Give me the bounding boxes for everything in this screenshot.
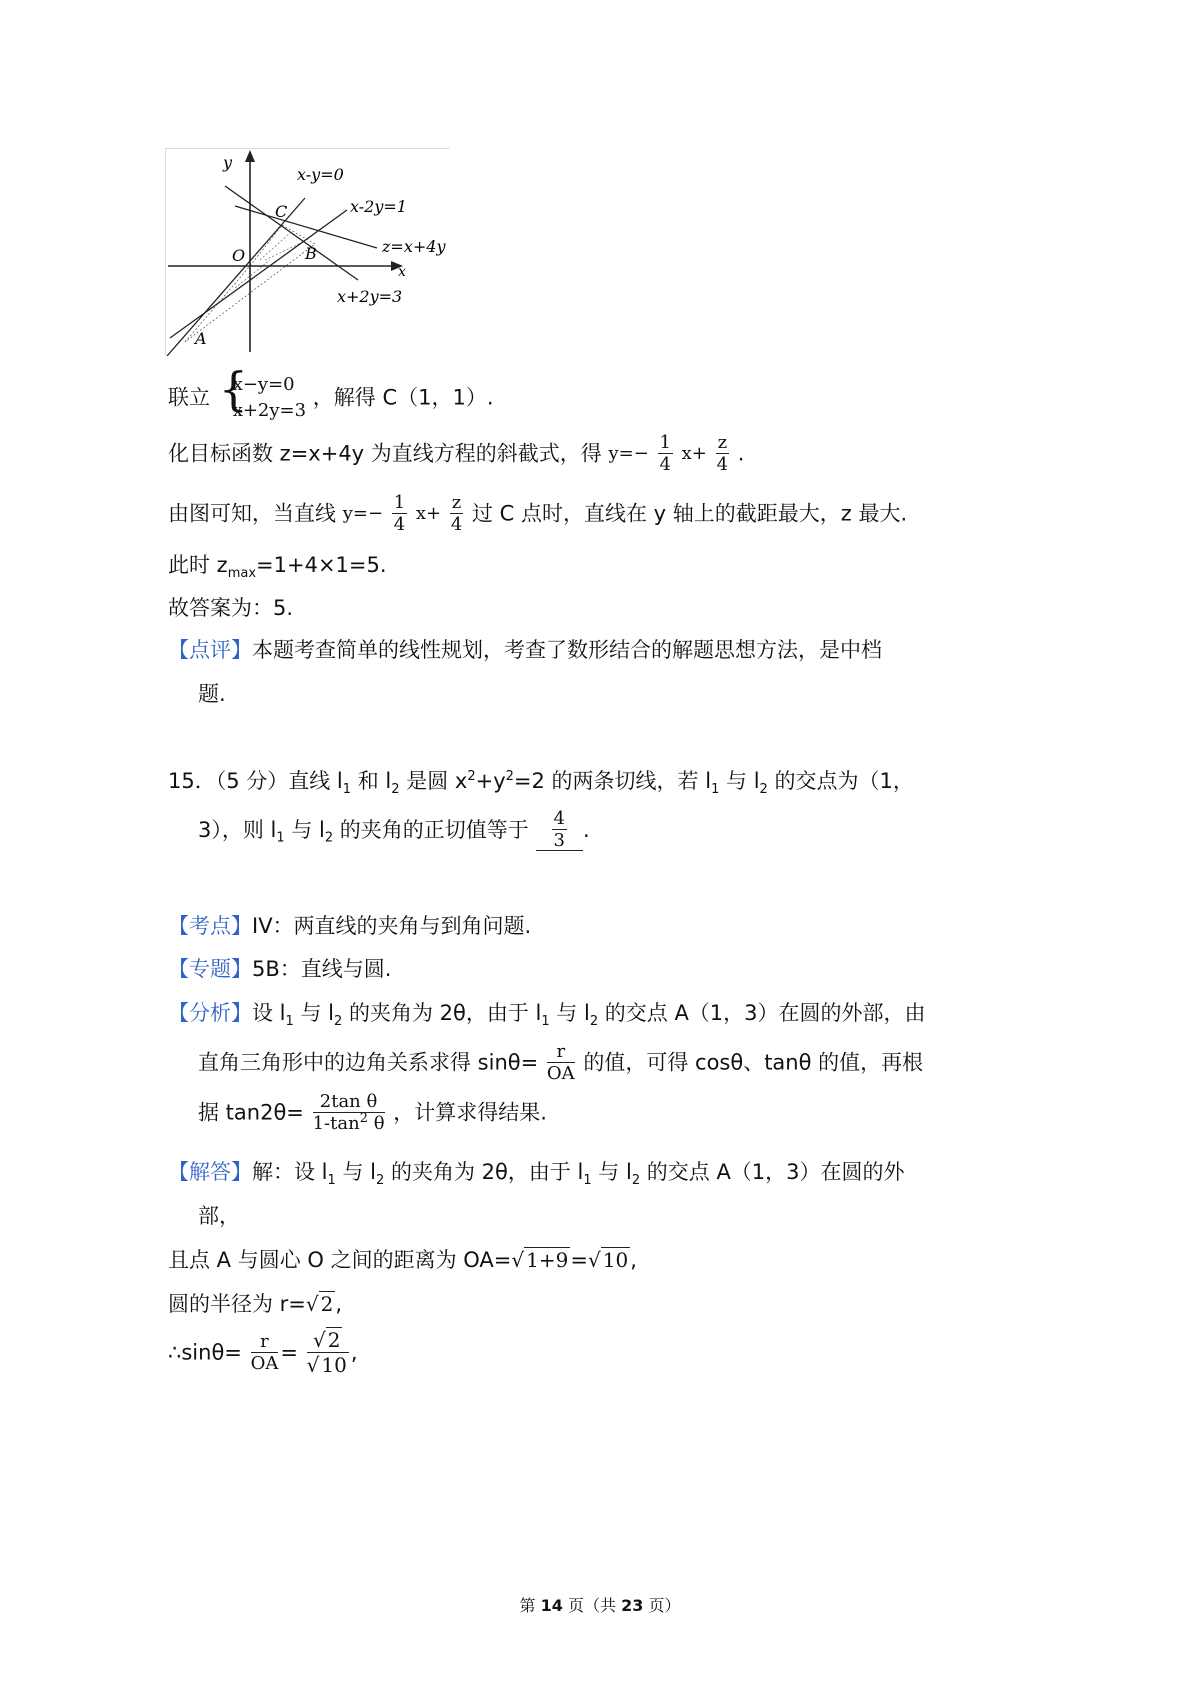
jieda-line-3 xyxy=(168,1250,637,1271)
jieda-text: ∴sinθ= xyxy=(168,1340,242,1365)
q15-sub: 2 xyxy=(759,782,768,798)
label-x-minus-2y: x-2y=1 xyxy=(350,197,407,216)
frac-num: 1 xyxy=(393,492,406,513)
q15-text: 的交点为（1， xyxy=(767,769,914,793)
slope-intercept-line xyxy=(168,434,744,474)
frac-den xyxy=(313,1113,385,1133)
fenxi-sub: 2 xyxy=(589,1014,599,1030)
fenxi-text: 直角三角形中的边角关系求得 sinθ= xyxy=(198,1050,539,1075)
fenxi-text: 的交点 A（1，3）在圆的外部，由 xyxy=(598,1001,926,1025)
point-b: B xyxy=(305,244,317,263)
frac-num: z xyxy=(451,492,462,513)
jieda-text: 的交点 A（1，3）在圆的外 xyxy=(640,1160,905,1184)
q15-text: 15．（5 分）直线 l xyxy=(168,769,343,793)
den-part: 1-tan xyxy=(312,1113,360,1134)
radicand: 2 xyxy=(327,1328,341,1352)
equals: = xyxy=(570,1248,588,1272)
q15-sub: 1 xyxy=(711,782,720,798)
jieda-text: 与 l xyxy=(591,1160,632,1184)
answer-text: 故答案为：5. xyxy=(168,596,294,620)
jieda-text: 部， xyxy=(198,1204,240,1228)
fraction-z-4 xyxy=(450,494,463,534)
sqrt-2: √ 2 xyxy=(313,1328,341,1352)
radicand: 10 xyxy=(321,1353,347,1377)
jieda-sub: 1 xyxy=(327,1173,336,1189)
slope-x: x+ xyxy=(681,443,707,464)
jieda-line-4 xyxy=(168,1294,342,1315)
label-x-plus-2y: x+2y=3 xyxy=(337,287,403,306)
q15-text: 3），则 l xyxy=(198,818,277,842)
jieda-line-2 xyxy=(198,1206,240,1227)
frac-den: 4 xyxy=(450,514,463,535)
zmax-pre: 此时 z xyxy=(168,553,228,577)
q15-end: . xyxy=(582,818,590,842)
fraction-sqrt2-sqrt10 xyxy=(307,1330,349,1376)
den-part: θ xyxy=(367,1113,385,1134)
jieda-sub: 2 xyxy=(631,1173,641,1189)
fenxi-text: ，计算求得结果. xyxy=(393,1100,547,1125)
zhuanti-line xyxy=(168,959,391,980)
zmax-post: =1+4×1=5. xyxy=(256,553,387,577)
q15-sup: 2 xyxy=(467,769,476,784)
q15-sub: 2 xyxy=(324,830,334,846)
frac-num: z xyxy=(717,432,728,453)
point-o: O xyxy=(232,246,246,265)
footer-text: 页） xyxy=(643,1596,681,1615)
frac-den: 4 xyxy=(393,514,406,535)
q15-sub: 1 xyxy=(342,782,352,798)
slope-end: . xyxy=(737,441,745,466)
jieda-end: , xyxy=(630,1248,637,1272)
review-tag: 【点评】 xyxy=(168,638,252,662)
sqrt-10: √ 10 xyxy=(587,1248,629,1272)
kaodian-tag: 【考点】 xyxy=(168,914,252,938)
kaodian-line xyxy=(168,916,531,937)
frac-num: r xyxy=(547,1043,575,1063)
system-eq1: x−y=0 xyxy=(232,374,295,395)
fraction-z-4 xyxy=(716,434,729,474)
jieda-text: 且点 A 与圆心 O 之间的距离为 OA= xyxy=(168,1248,512,1272)
slope-neg: − xyxy=(633,443,649,464)
system-result: ，解得 C（1，1）. xyxy=(312,385,494,410)
q15-text: 是圆 x xyxy=(399,769,468,793)
equation-system: { x−y=0 x+2y=3 xyxy=(219,372,306,424)
fenxi-sub: 1 xyxy=(541,1014,550,1030)
page-footer xyxy=(0,1593,1200,1616)
sqrt-1-plus-9: √ 1+9 xyxy=(511,1248,569,1272)
frac-den: OA xyxy=(250,1353,279,1374)
frac-den: 3 xyxy=(553,830,565,851)
fenxi-text: 与 l xyxy=(549,1001,590,1025)
label-z: z=x+4y xyxy=(382,237,446,256)
q15-text: =2 的两条切线，若 l xyxy=(513,769,712,793)
fenxi-tag: 【分析】 xyxy=(168,1001,252,1025)
kaodian-text: IV：两直线的夹角与到角问题. xyxy=(252,914,532,938)
footer-text: 第 xyxy=(519,1596,541,1615)
fraction-tan2 xyxy=(313,1093,385,1133)
q15-text: 与 l xyxy=(719,769,760,793)
fenxi-text: 设 l xyxy=(252,1001,286,1025)
jieda-text: 与 l xyxy=(335,1160,376,1184)
radicand: 10 xyxy=(602,1248,629,1272)
zmax-line xyxy=(168,553,387,582)
fenxi-text: 的值，可得 cosθ、tanθ 的值，再根 xyxy=(583,1050,924,1075)
radicand: 2 xyxy=(320,1292,334,1316)
jieda-text: 解：设 l xyxy=(252,1160,328,1184)
system-eq2: x+2y=3 xyxy=(232,400,307,422)
fenxi-line-3 xyxy=(198,1093,547,1133)
observation-y: y= xyxy=(342,503,368,524)
slope-y: y= xyxy=(608,443,634,464)
jieda-text: 的夹角为 2θ，由于 l xyxy=(384,1160,584,1184)
den-sup: 2 xyxy=(359,1111,368,1126)
fenxi-text: 据 tan2θ= xyxy=(198,1100,304,1125)
jieda-line-5 xyxy=(168,1330,358,1376)
figure-axis-y: y xyxy=(223,153,233,172)
q15-text: 的夹角的正切值等于 xyxy=(333,818,529,842)
jieda-text: 圆的半径为 r= xyxy=(168,1292,306,1316)
question-15-line-2 xyxy=(198,810,590,851)
radicand: 1+9 xyxy=(526,1248,569,1272)
fenxi-sub: 1 xyxy=(285,1014,294,1030)
fraction-1-4 xyxy=(392,494,407,534)
fenxi-line-2 xyxy=(198,1043,923,1083)
q15-text: 与 l xyxy=(284,818,325,842)
figure-axis-x: x xyxy=(398,264,406,280)
observation-pre: 由图可知，当直线 xyxy=(168,501,336,526)
jieda-sub: 1 xyxy=(583,1173,592,1189)
page-number: 14 xyxy=(540,1596,563,1615)
frac-den: 4 xyxy=(716,454,729,475)
frac-num: 1 xyxy=(659,432,671,453)
q15-sub: 1 xyxy=(276,830,285,846)
frac-den: OA xyxy=(546,1063,575,1084)
graph-observation-line xyxy=(168,494,907,534)
zmax-sub: max xyxy=(227,566,257,582)
frac-num: 2tan θ xyxy=(313,1093,385,1113)
total-pages: 23 xyxy=(621,1596,644,1615)
fraction-1-4 xyxy=(658,434,673,474)
sqrt-2: √ 2 xyxy=(305,1292,334,1316)
jieda-line-1 xyxy=(168,1160,905,1189)
equals: = xyxy=(280,1340,298,1365)
point-a: A xyxy=(195,329,207,348)
observation-neg: − xyxy=(367,503,384,524)
review-text-2: 题. xyxy=(198,682,226,706)
fenxi-text: 与 l xyxy=(293,1001,334,1025)
slope-text: 化目标函数 z=x+4y 为直线方程的斜截式，得 xyxy=(168,441,602,466)
q15-text: +y xyxy=(475,769,506,793)
q15-sup: 2 xyxy=(505,769,514,784)
label-x-minus-y: x-y=0 xyxy=(297,165,344,184)
system-prefix: 联立 xyxy=(168,385,210,410)
question-15-line-1 xyxy=(168,769,914,798)
jieda-sub: 2 xyxy=(375,1173,385,1189)
frac-num: 4 xyxy=(553,808,565,829)
answer-line xyxy=(168,598,293,619)
zhuanti-tag: 【专题】 xyxy=(168,957,252,981)
footer-text: 页（共 xyxy=(562,1596,622,1615)
q15-text: 和 l xyxy=(351,769,392,793)
fraction-r-oa xyxy=(547,1043,575,1083)
q15-sub: 2 xyxy=(391,782,400,798)
review-line-1 xyxy=(168,640,882,661)
observation-post: 过 C 点时，直线在 y 轴上的截距最大，z 最大. xyxy=(471,501,908,526)
review-text: 本题考查简单的线性规划，考查了数形结合的解题思想方法，是中档 xyxy=(252,638,882,662)
point-c: C xyxy=(275,202,288,221)
frac-den: 4 xyxy=(659,454,671,475)
fenxi-line-1 xyxy=(168,1001,926,1030)
fraction-r-oa xyxy=(251,1333,279,1373)
fenxi-sub: 2 xyxy=(333,1014,343,1030)
frac-num: r xyxy=(251,1333,279,1353)
review-line-2 xyxy=(198,684,226,705)
zhuanti-text: 5B：直线与圆. xyxy=(252,957,392,981)
answer-fraction xyxy=(552,810,567,850)
solution-system-line xyxy=(168,362,494,424)
fenxi-text: 的夹角为 2θ，由于 l xyxy=(342,1001,542,1025)
observation-x: x+ xyxy=(415,503,442,524)
linear-programming-figure xyxy=(165,148,450,356)
sqrt-10: √ 10 xyxy=(306,1353,347,1377)
jieda-end: , xyxy=(350,1340,358,1365)
jieda-tag: 【解答】 xyxy=(168,1160,252,1184)
jieda-end: , xyxy=(335,1292,343,1316)
answer-blank xyxy=(536,810,583,851)
